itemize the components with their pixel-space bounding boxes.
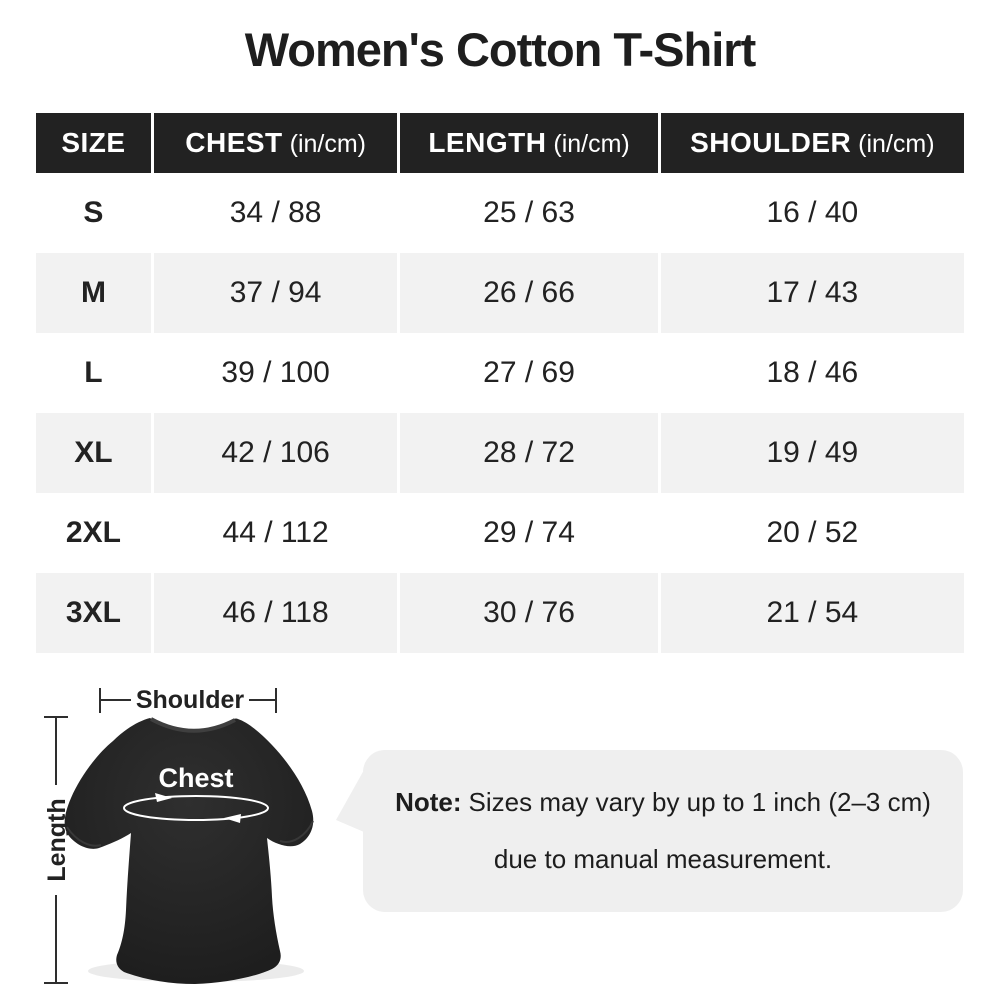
chest-cell: 34 / 88 — [152, 173, 399, 253]
length-cell: 30 / 76 — [399, 573, 659, 653]
shoulder-cell: 16 / 40 — [766, 196, 859, 229]
size-cell: M — [36, 253, 152, 333]
tshirt-diagram-graphic — [0, 675, 360, 1000]
note-bubble — [363, 750, 963, 912]
table-row-2XL — [36, 493, 964, 573]
length-cell: 29 / 74 — [399, 493, 659, 573]
column-header-shoulder: SHOULDER (in/cm) — [659, 113, 964, 173]
header-row — [36, 113, 964, 173]
note-prefix: Note: — [395, 787, 462, 817]
note-line-1 — [395, 787, 931, 818]
length-cell: 26 / 66 — [399, 253, 659, 333]
table-row-L — [36, 333, 964, 413]
table-row-3XL — [36, 573, 964, 653]
chest-cell: 39 / 100 — [152, 333, 399, 413]
column-header-size: SIZE — [36, 113, 152, 173]
size-table-header — [36, 113, 964, 173]
tshirt-silhouette — [65, 718, 314, 984]
size-table — [36, 113, 964, 653]
size-cell: S — [36, 173, 152, 253]
size-cell: L — [36, 333, 152, 413]
size-table-body — [36, 173, 964, 653]
table-row-M — [36, 253, 964, 333]
size-cell: 2XL — [36, 493, 152, 573]
shoulder-cell: 20 / 52 — [766, 516, 859, 549]
table-row-XL — [36, 413, 964, 493]
chest-cell: 42 / 106 — [152, 413, 399, 493]
chest-label: Chest — [158, 763, 234, 793]
column-header-chest: CHEST (in/cm) — [152, 113, 399, 173]
column-header-length: LENGTH (in/cm) — [399, 113, 659, 173]
note-bubble-tail-icon — [336, 770, 364, 832]
size-cell: XL — [36, 413, 152, 493]
page-title: Women's Cotton T-Shirt — [244, 23, 756, 76]
chest-cell: 37 / 94 — [152, 253, 399, 333]
length-cell: 25 / 63 — [399, 173, 659, 253]
shoulder-cell: 17 / 43 — [659, 253, 964, 333]
size-cell: 3XL — [36, 573, 152, 653]
shoulder-cell: 21 / 54 — [659, 573, 964, 653]
chest-cell: 46 / 118 — [152, 573, 399, 653]
chest-cell: 44 / 112 — [152, 493, 399, 573]
length-cell: 27 / 69 — [399, 333, 659, 413]
shoulder-cell: 18 / 46 — [766, 356, 859, 389]
note-line-2: due to manual measurement. — [493, 844, 833, 874]
table-row-S — [36, 173, 964, 253]
length-label: Length — [43, 798, 71, 882]
shoulder-cell: 19 / 49 — [659, 413, 964, 493]
measurement-diagram — [0, 675, 360, 1000]
note-text-1: Sizes may vary by up to 1 inch (2–3 cm) — [468, 787, 931, 817]
shoulder-label: Shoulder — [135, 686, 245, 714]
length-cell: 28 / 72 — [399, 413, 659, 493]
